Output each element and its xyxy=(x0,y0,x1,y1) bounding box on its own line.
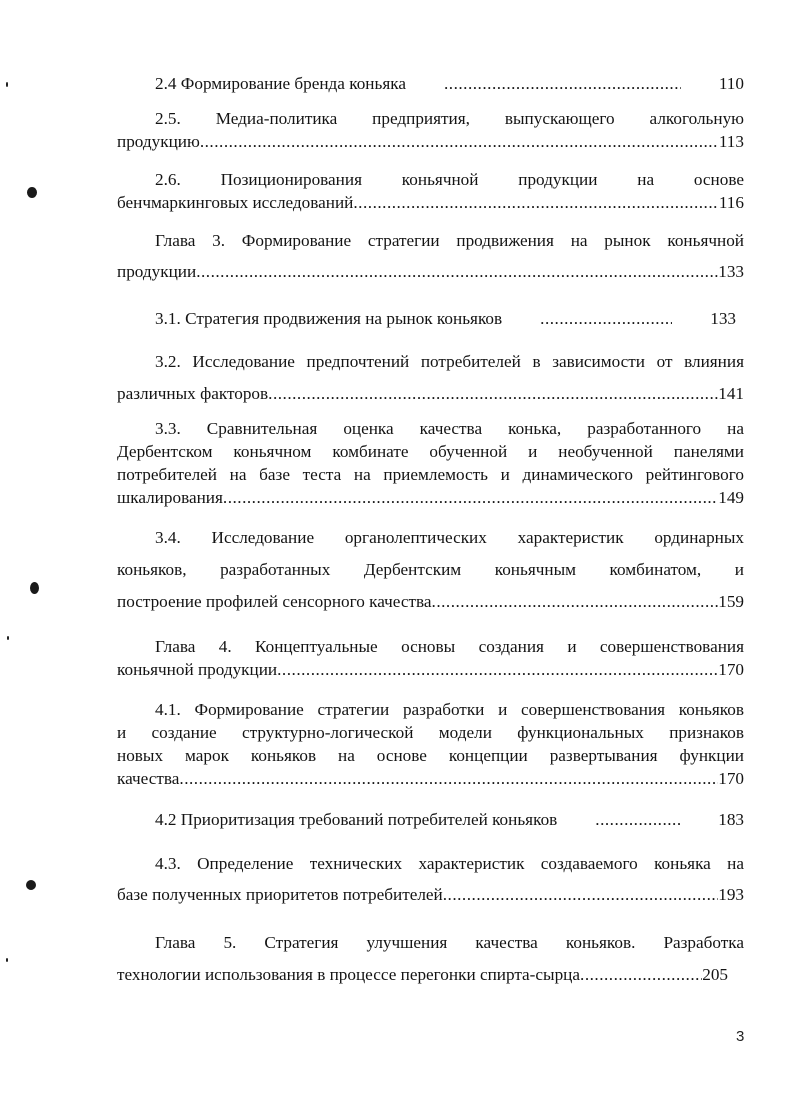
toc-leader-dots xyxy=(200,131,719,153)
toc-leader-dots xyxy=(406,73,681,95)
toc-chapter-entry xyxy=(117,964,728,986)
toc-entry-line: 2.6. Позиционирования коньячной продукции на основе xyxy=(155,170,744,189)
toc-page-number: 110 xyxy=(718,74,744,93)
toc-leader-dots xyxy=(268,383,718,405)
toc-leader-dots xyxy=(179,768,718,790)
toc-chapter-entry xyxy=(117,261,744,283)
toc-entry-title: 4.2 Приоритизация требований потребителей коньяков xyxy=(155,810,558,829)
scan-speck xyxy=(27,187,37,198)
toc-entry xyxy=(117,591,744,613)
toc-leader-dots xyxy=(580,964,702,986)
toc-leader-dots xyxy=(443,884,718,906)
toc-page-number: 133 xyxy=(710,309,736,328)
toc-entry xyxy=(117,487,744,509)
toc-entry-title: бенчмаркинговых исследований xyxy=(117,193,354,212)
toc-page-number: 116 xyxy=(718,193,744,212)
toc-entry-title: технологии использования в процессе перегонки спирта-сырца xyxy=(117,965,581,984)
toc-entry-line: 2.5. Медиа-политика предприятия, выпускающего алкогольную xyxy=(155,109,744,128)
page-number: 3 xyxy=(736,1028,745,1045)
toc-entry xyxy=(117,383,744,405)
toc-page-number: 170 xyxy=(718,769,744,788)
scan-speck xyxy=(30,582,39,594)
scan-speck xyxy=(6,82,8,87)
toc-page-number: 205 xyxy=(702,965,728,984)
toc-entry xyxy=(117,884,744,906)
toc-entry xyxy=(117,809,744,831)
toc-page-number: 141 xyxy=(718,384,744,403)
toc-leader-dots xyxy=(557,809,680,831)
toc-page-number: 159 xyxy=(718,592,744,611)
toc-entry xyxy=(117,73,744,95)
toc-chapter-line: Глава 3. Формирование стратегии продвижения на рынок коньячной xyxy=(155,231,744,250)
toc-page-number: 113 xyxy=(718,132,744,151)
toc-entry-line: 3.4. Исследование органолептических характеристик ординарных xyxy=(155,528,744,547)
toc-page-number: 133 xyxy=(718,262,744,281)
toc-entry-title: шкалирования xyxy=(117,488,223,507)
toc-page-number: 149 xyxy=(718,488,744,507)
toc-entry-line: 4.1. Формирование стратегии разработки и совершенствования коньяков xyxy=(155,700,744,719)
toc-entry-line: потребителей на базе теста на приемлемость и динамического рейтингового xyxy=(117,465,744,484)
toc-entry-line: и создание структурно-логической модели функциональных признаков xyxy=(117,723,744,742)
toc-chapter-line: Глава 4. Концептуальные основы создания и совершенствования xyxy=(155,637,744,656)
scan-speck xyxy=(7,636,9,640)
toc-leader-dots xyxy=(277,659,718,681)
toc-entry-line: новых марок коньяков на основе концепции развертывания функции xyxy=(117,746,744,765)
toc-entry xyxy=(117,308,736,330)
toc-entry-title: 2.4 Формирование бренда коньяка xyxy=(155,74,406,93)
toc-entry-title: качества xyxy=(117,769,180,788)
toc-entry xyxy=(117,768,744,790)
toc-entry-title: коньячной продукции xyxy=(117,660,278,679)
scan-speck xyxy=(26,880,36,890)
toc-leader-dots xyxy=(353,192,718,214)
toc-entry xyxy=(117,192,744,214)
toc-page-number: 170 xyxy=(718,660,744,679)
toc-entry-title: продукции xyxy=(117,262,197,281)
toc-entry-title: 3.1. Стратегия продвижения на рынок коньяков xyxy=(155,309,503,328)
toc-entry-title: построение профилей сенсорного качества xyxy=(117,592,432,611)
toc-entry-line: 3.3. Сравнительная оценка качества конька, разработанного на xyxy=(155,419,744,438)
toc-chapter-entry xyxy=(117,659,744,681)
toc-entry-line: 4.3. Определение технических характеристик создаваемого коньяка на xyxy=(155,854,744,873)
toc-entry-title: различных факторов xyxy=(117,384,269,403)
toc-leader-dots xyxy=(223,487,718,509)
toc-entry-title: продукцию xyxy=(117,132,200,151)
toc-entry-line: 3.2. Исследование предпочтений потребителей в зависимости от влияния xyxy=(155,352,744,371)
toc-entry-line: коньяков, разработанных Дербентским коньячным комбинатом, и xyxy=(117,560,744,579)
toc-leader-dots xyxy=(196,261,718,283)
toc-entry-title: базе полученных приоритетов потребителей xyxy=(117,885,443,904)
toc-entry xyxy=(117,131,744,153)
toc-page-number: 193 xyxy=(718,885,744,904)
toc-chapter-line: Глава 5. Стратегия улучшения качества коньяков. Разработка xyxy=(155,933,744,952)
toc-page-number: 183 xyxy=(718,810,744,829)
toc-entry-line: Дербентском коньячном комбинате обученной и необученной панелями xyxy=(117,442,744,461)
scan-speck xyxy=(6,958,8,962)
toc-leader-dots xyxy=(432,591,719,613)
toc-leader-dots xyxy=(502,308,672,330)
